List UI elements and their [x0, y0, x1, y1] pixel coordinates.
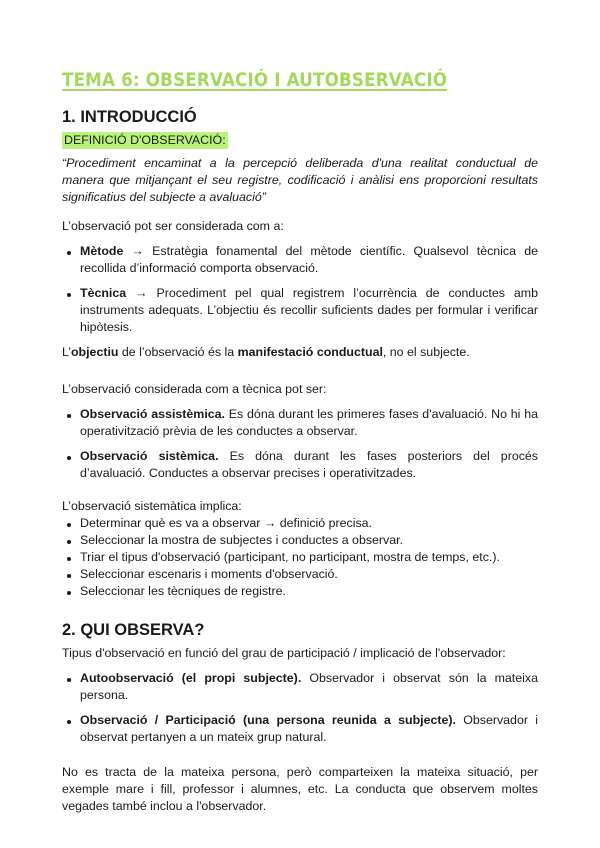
- observer-types-intro: Tipus d'observació en funció del grau de participació / implicació de l'observador:: [62, 646, 506, 660]
- list-item: Autoobservació (el propi subjecte). Observador i observat són la mateixa persona.: [62, 670, 538, 704]
- considered-list: [62, 243, 538, 336]
- list-item: Observació sistèmica. Es dóna durant les fases posteriors del procés d’avaluació. Conductes a observar precises i operativitzades.: [62, 448, 538, 482]
- list-item: Tècnica → Procediment pel qual registrem l’ocurrència de conductes amb instruments adequats. L’objectiu és recollir suficients dades per formular i verificar hipòtesis.: [62, 285, 538, 336]
- systematic-intro: L’observació sistemàtica implica:: [62, 499, 242, 513]
- definition-quote: “Procediment encaminat a la percepció deliberada d'una realitat conductual de manera que mitjançant el seu registre, codificació i anàlisi ens proporcioni resultats significatius del subjecte a avaluació”: [62, 156, 538, 204]
- definition-label: DEFINICIÓ D'OBSERVACIÓ:: [64, 133, 226, 147]
- objective-paragraph: L’objectiu de l’observació és la manifestació conductual, no el subjecte.: [62, 345, 470, 359]
- list-item: Triar el tipus d'observació (participant, no participant, mostra de temps, etc.).: [62, 549, 538, 566]
- list-item: Determinar què es va a observar → definició precisa.: [62, 515, 538, 532]
- list-item: Mètode → Estratègia fonamental del mètode científic. Qualsevol tècnica de recollida d’informació comporta observació.: [62, 243, 538, 277]
- section-introduccio: [62, 107, 538, 600]
- list-item: Observació assistèmica. Es dóna durant les primeres fases d'avaluació. No hi ha operativització prèvia de les conductes a observar.: [62, 406, 538, 440]
- closing-paragraph: No es tracta de la mateixa persona, però comparteixen la mateixa situació, per exemple mare i fill, professor i alumnes, etc. La conducta que observem moltes vegades també inclou a l'observador.: [62, 765, 538, 813]
- list-item: Seleccionar escenaris i moments d'observació.: [62, 566, 538, 583]
- document-title: TEMA 6: OBSERVACIÓ I AUTOBSERVACIÓ: [62, 69, 448, 91]
- section-heading-introduccio: 1. INTRODUCCIÓ: [62, 108, 197, 126]
- systematic-list: [62, 515, 538, 600]
- observer-types-list: [62, 670, 538, 746]
- list-item: Seleccionar la mostra de subjectes i conductes a observar.: [62, 532, 538, 549]
- list-item: Seleccionar les tècniques de registre.: [62, 583, 538, 600]
- considered-intro: L’observació pot ser considerada com a:: [62, 219, 284, 233]
- section-qui-observa: [62, 620, 538, 815]
- technique-list: [62, 406, 538, 482]
- list-item: Observació / Participació (una persona reunida a subjecte). Observador i observat pertanyen a un mateix grup natural.: [62, 712, 538, 746]
- section-heading-qui-observa: 2. QUI OBSERVA?: [62, 621, 205, 639]
- technique-intro: L’observació considerada com a tècnica pot ser:: [62, 382, 327, 396]
